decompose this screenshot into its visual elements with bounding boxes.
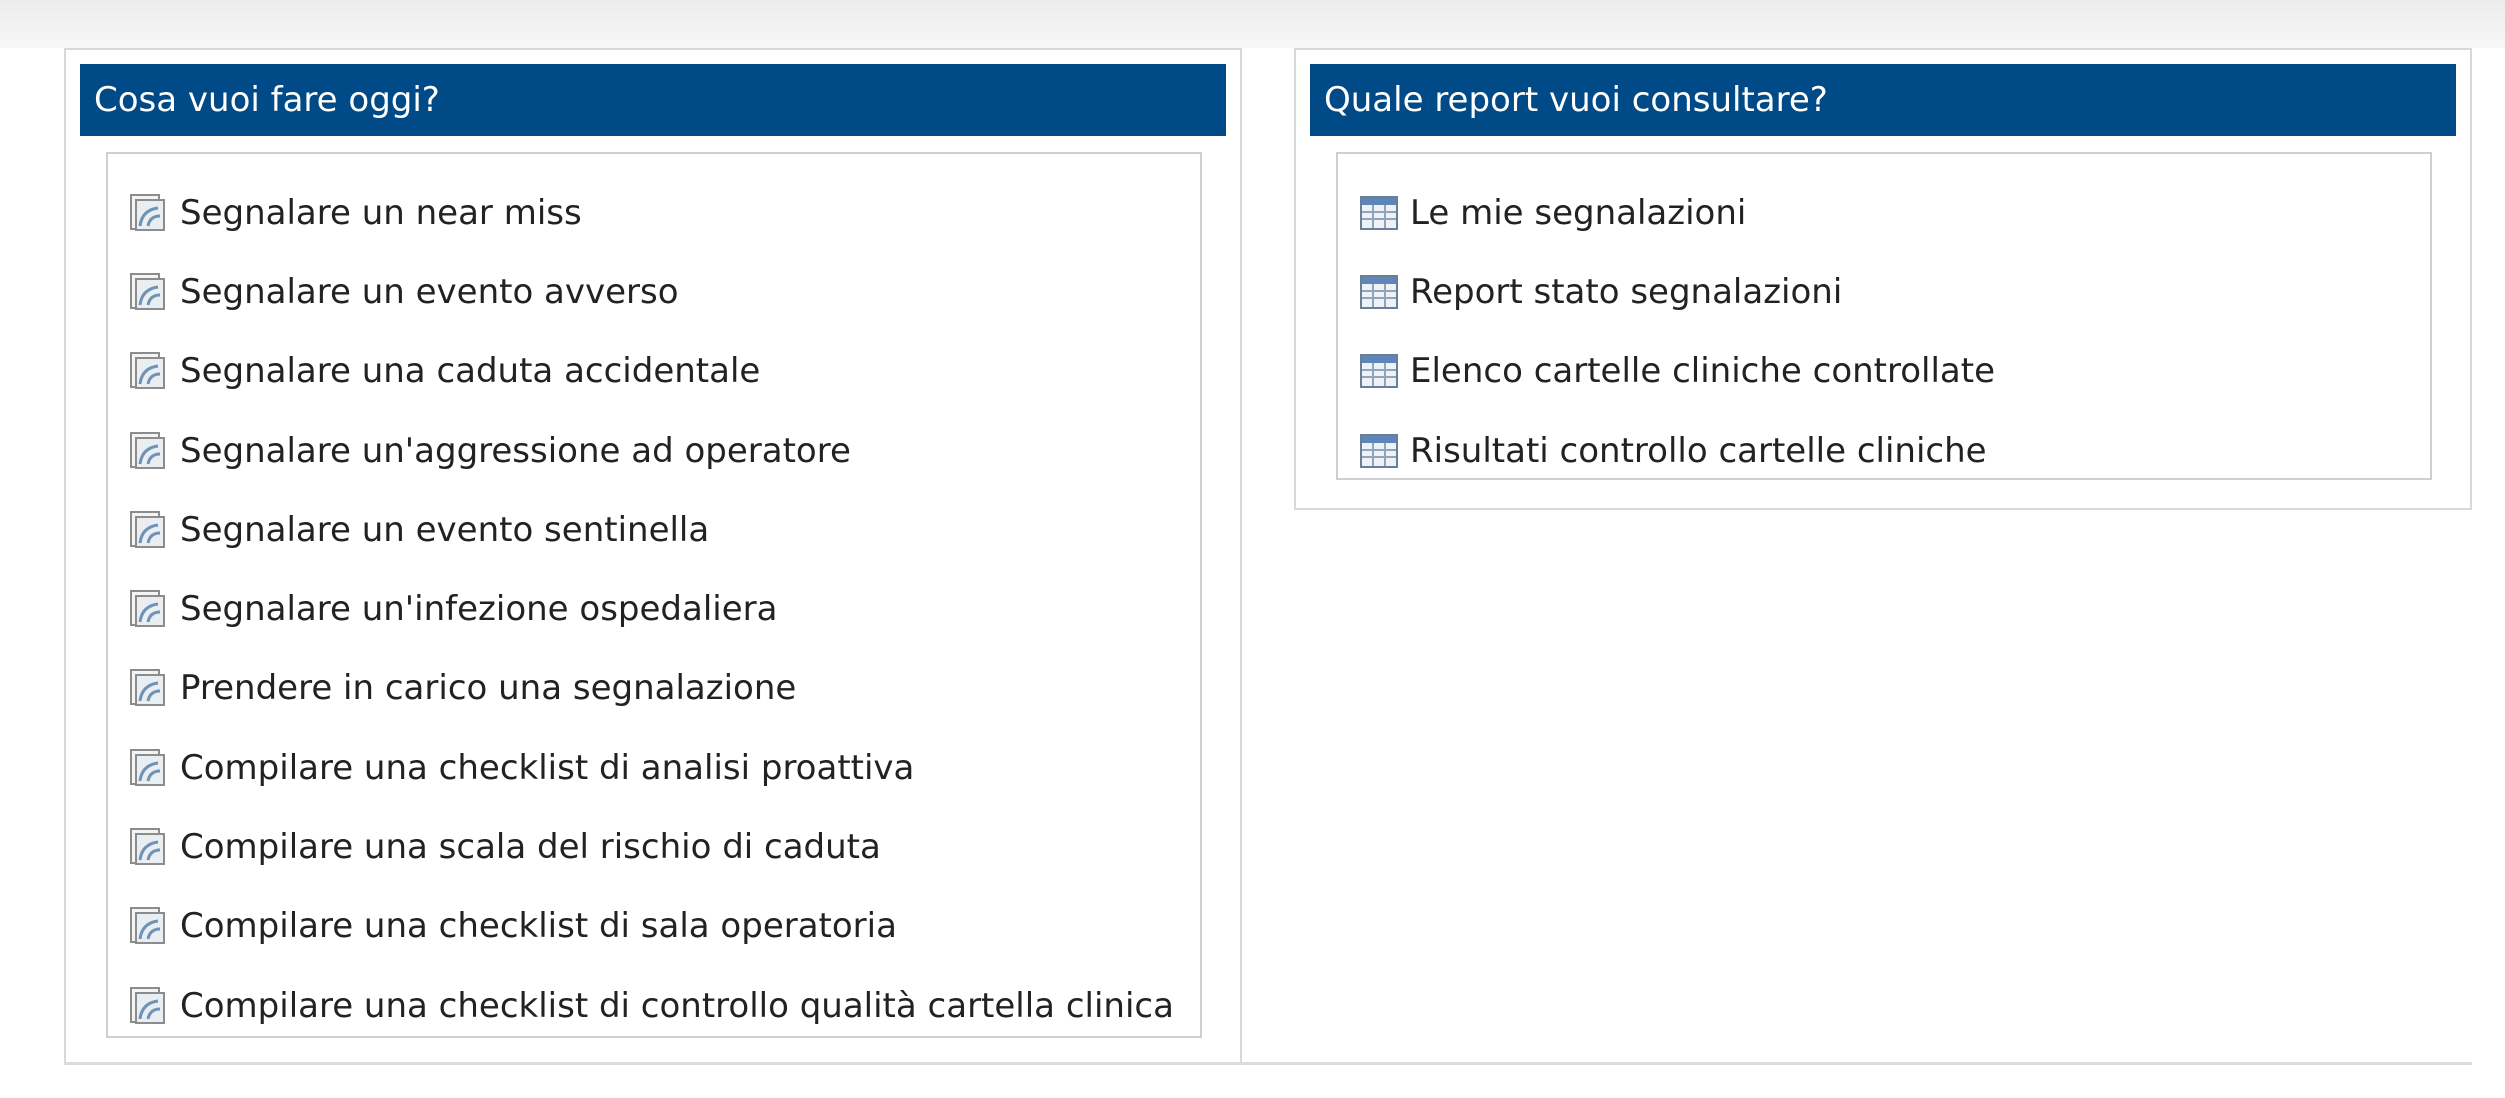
report-item-label: Risultati controllo cartelle cliniche — [1410, 430, 1987, 471]
action-item-label: Segnalare una caduta accidentale — [180, 351, 761, 392]
report-item-label: Elenco cartelle cliniche controllate — [1410, 351, 1996, 392]
action-item-sala-operatoria[interactable] — [108, 887, 1200, 966]
reports-list — [1336, 152, 2432, 480]
action-item-rischio-caduta[interactable] — [108, 807, 1200, 886]
table-report-icon — [1358, 350, 1400, 392]
report-item-label: Report stato segnalazioni — [1410, 271, 1843, 312]
reports-panel — [1294, 48, 2472, 510]
report-item-risultati-controllo[interactable] — [1338, 411, 2430, 490]
action-item-label: Segnalare un evento avverso — [180, 271, 679, 312]
action-item-label: Compilare una checklist di controllo qualità cartella clinica — [180, 985, 1174, 1026]
action-item-label: Segnalare un evento sentinella — [180, 509, 710, 550]
action-item-aggressione[interactable] — [108, 411, 1200, 490]
report-item-mie-segnalazioni[interactable] — [1338, 173, 2430, 252]
action-item-presa-in-carico[interactable] — [108, 649, 1200, 728]
form-document-icon — [128, 985, 170, 1027]
action-item-label: Segnalare un'infezione ospedaliera — [180, 589, 778, 630]
table-report-icon — [1358, 192, 1400, 234]
action-item-sentinella[interactable] — [108, 490, 1200, 569]
action-item-analisi-proattiva[interactable] — [108, 728, 1200, 807]
action-item-qualita-cartella[interactable] — [108, 966, 1200, 1045]
action-item-label: Compilare una checklist di analisi proattiva — [180, 747, 915, 788]
actions-list — [106, 152, 1202, 1038]
action-item-label: Segnalare un'aggressione ad operatore — [180, 430, 851, 471]
report-item-label: Le mie segnalazioni — [1410, 192, 1747, 233]
table-report-icon — [1358, 271, 1400, 313]
form-document-icon — [128, 430, 170, 472]
form-document-icon — [128, 588, 170, 630]
top-band — [0, 0, 2505, 48]
action-item-label: Prendere in carico una segnalazione — [180, 668, 797, 709]
action-item-label: Segnalare un near miss — [180, 192, 582, 233]
actions-panel — [64, 48, 1242, 1064]
actions-panel-title: Cosa vuoi fare oggi? — [80, 64, 1226, 136]
form-document-icon — [128, 905, 170, 947]
action-item-infezione[interactable] — [108, 569, 1200, 648]
form-document-icon — [128, 826, 170, 868]
form-document-icon — [128, 192, 170, 234]
reports-panel-title: Quale report vuoi consultare? — [1310, 64, 2456, 136]
form-document-icon — [128, 747, 170, 789]
footer-divider — [64, 1062, 2472, 1065]
form-document-icon — [128, 271, 170, 313]
form-document-icon — [128, 350, 170, 392]
action-item-near-miss[interactable] — [108, 173, 1200, 252]
action-item-caduta[interactable] — [108, 332, 1200, 411]
form-document-icon — [128, 667, 170, 709]
report-item-stato-segnalazioni[interactable] — [1338, 252, 2430, 331]
table-report-icon — [1358, 430, 1400, 472]
action-item-evento-avverso[interactable] — [108, 252, 1200, 331]
action-item-label: Compilare una checklist di sala operatoria — [180, 906, 897, 947]
report-item-elenco-cartelle[interactable] — [1338, 332, 2430, 411]
action-item-label: Compilare una scala del rischio di caduta — [180, 827, 881, 868]
form-document-icon — [128, 509, 170, 551]
